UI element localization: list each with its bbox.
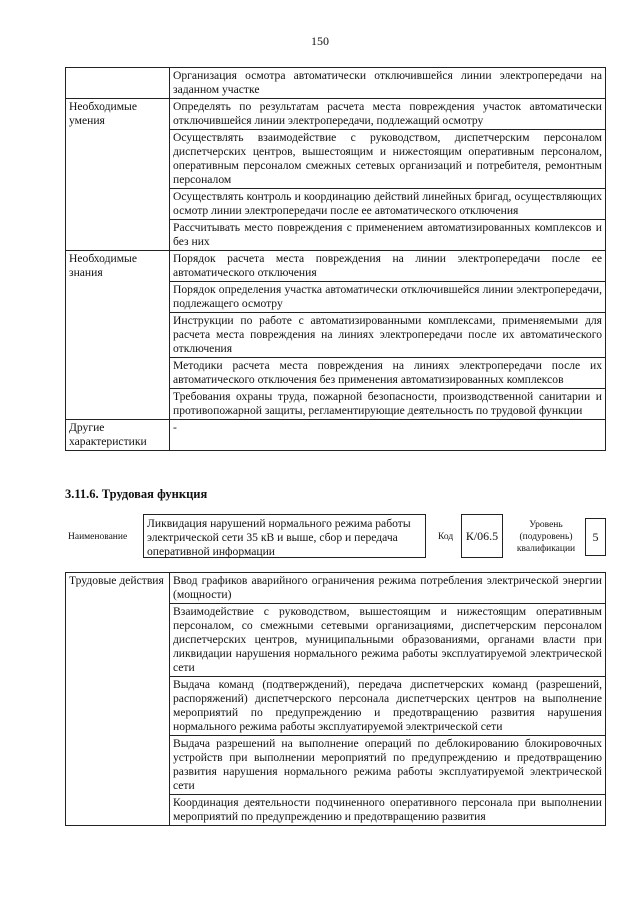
row-text: - <box>170 420 606 451</box>
row-label-actions: Трудовые действия <box>66 573 170 826</box>
row-text: Ввод графиков аварийного ограничения режима потребления электрической энергии (мощности) <box>170 573 606 604</box>
row-label-other: Другие характеристики <box>66 420 170 451</box>
row-label-skills: Необходимые умения <box>66 99 170 251</box>
table-row <box>66 573 606 604</box>
row-text: Осуществлять контроль и координацию действий линейных бригад, осуществляющих осмотр линии электропередачи после ее автоматического отключения <box>170 189 606 220</box>
row-text: Требования охраны труда, пожарной безопасности, производственной санитарии и противопожарной защиты, регламентирующие деятельность по трудовой функции <box>170 389 606 420</box>
table-row <box>66 251 606 282</box>
row-label-empty <box>66 68 170 99</box>
row-label-knowledge: Необходимые знания <box>66 251 170 420</box>
row-text: Порядок расчета места повреждения на линии электропередачи после ее автоматического отключения <box>170 251 606 282</box>
row-text: Порядок определения участка автоматически отключившейся линии электропередачи, подлежащего осмотру <box>170 282 606 313</box>
code-label: Код <box>438 532 454 542</box>
code-box: К/06.5 <box>461 514 503 558</box>
page-number: 150 <box>311 34 329 48</box>
row-text: Взаимодействие с руководством, вышестоящим и нижестоящим оперативным персоналом, со смежными сетевыми организациями, диспетчерским персоналом диспетчерских центров, муниципальными образованиями, органами власти при ликвидации нарушения нормального режима работы эксплуатируемой электрической сети <box>170 604 606 677</box>
row-text: Организация осмотра автоматически отключившейся линии электропередачи на заданном участке <box>170 68 606 99</box>
row-text: Методики расчета места повреждения на линиях электропередачи после их автоматического отключения без применения автоматизированных комплексов <box>170 358 606 389</box>
bottom-table <box>65 572 606 826</box>
row-text: Выдача разрешений на выполнение операций по деблокированию блокировочных устройств при выполнении мероприятий по предупреждению и предотвращению развития нарушения нормального режима работы эксплуатируемой электрической сети <box>170 736 606 795</box>
level-box: 5 <box>585 518 606 556</box>
row-text: Осуществлять взаимодействие с руководством, диспетчерским персоналом диспетчерских центров, вышестоящим и нижестоящим оперативным персоналом, оперативным персоналом смежных сетевых организаций и потребителя, ремонтным персоналом <box>170 130 606 189</box>
row-text: Координация деятельности подчиненного оперативного персонала при выполнении мероприятий по предупреждению и предотвращению развития <box>170 795 606 826</box>
row-text: Рассчитывать место повреждения с применением автоматизированных комплексов и без них <box>170 220 606 251</box>
row-text: Выдача команд (подтверждений), передача диспетчерских команд (разрешений, распоряжений) диспетчерского персонала диспетчерских центров на выполнение мероприятий по предупреждению и предотвращению развития нарушения нормального режима работы эксплуатируемой электрической сети <box>170 677 606 736</box>
table-row <box>66 99 606 130</box>
level-label: Уровень (подуровень) квалификации <box>516 520 576 554</box>
row-text: Инструкции по работе с автоматизированными комплексами, применяемыми для расчета места повреждения на линиях электропередачи после их автоматического отключения <box>170 313 606 358</box>
name-label: Наименование <box>68 532 128 542</box>
table-row <box>66 420 606 451</box>
row-text: Определять по результатам расчета места повреждения участок автоматически отключившейся линии электропередачи, подлежащий осмотру <box>170 99 606 130</box>
top-table <box>65 67 606 451</box>
table-row <box>66 68 606 99</box>
function-name-box: Ликвидация нарушений нормального режима работы электрической сети 35 кВ и выше, сбор и передача оперативной информации <box>143 514 426 558</box>
section-heading: 3.11.6. Трудовая функция <box>65 487 208 501</box>
